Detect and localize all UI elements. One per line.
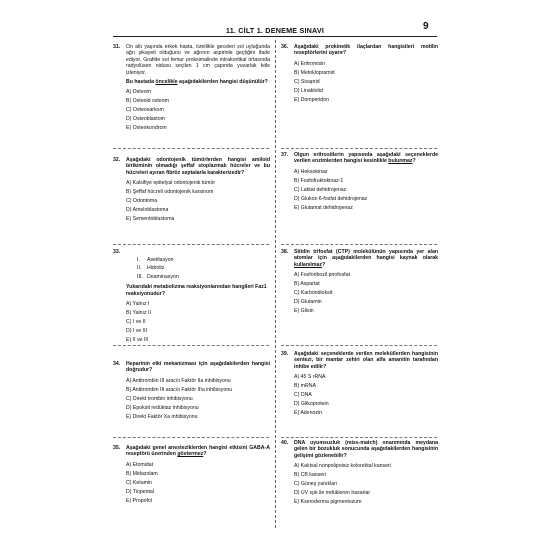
answer-option[interactable]: D) Tiopental — [126, 488, 154, 495]
question-separator — [281, 244, 437, 245]
question-prompt: Bu hastada öncelikle aşağıdakilerden hangisi düşünülür? — [126, 79, 268, 86]
question-33 — [113, 249, 270, 346]
answer-option[interactable]: B) Fosfofruktokinaz-1 — [294, 177, 344, 184]
roman-item: I. Asetilasyon — [137, 257, 174, 263]
question-stem: Aşağıdaki odontojenik tümörlerden hangisi amiloid birikiminin olmadığı şeffaf stoplazmalı hücreler ve bu hücreleri ayıran fibröz septalarla karakterizedir? — [126, 157, 270, 176]
answer-option[interactable]: D) Linaklotid — [294, 87, 323, 94]
question-number: 40. — [281, 440, 289, 446]
answer-option[interactable]: A) 45 S rRNA — [294, 374, 326, 381]
roman-item: II. Hidroliz — [137, 265, 165, 272]
answer-option[interactable]: D) UV ışık ile mdükleren hasarlar — [294, 490, 371, 497]
answer-option[interactable]: D) Glutamin — [294, 299, 322, 306]
question-38 — [281, 249, 438, 317]
answer-options — [126, 89, 270, 131]
answer-option[interactable]: A) Osteom — [126, 89, 151, 96]
answer-option[interactable]: B) Midazolam — [126, 470, 158, 477]
question-stem: Sitidin trifosfat (CTP) molekülünün yapısında yer alan atomlar için aşağıdakilerden hangisi kaynak olarak kullanılmaz? — [294, 249, 438, 268]
answer-options — [294, 61, 438, 103]
answer-option[interactable]: A) Eritromisin — [294, 60, 326, 67]
answer-option[interactable]: C) Ketamin — [126, 479, 152, 486]
answer-option[interactable]: E) Propofol — [126, 497, 152, 504]
question-32 — [113, 157, 270, 225]
answer-option[interactable]: B) Osteoid osteom — [126, 98, 169, 105]
question-stem: Olgun eritrositlerin yapısında aşağıdaki seçeneklerde verilen enzimlerden hangisi kesinlikle bulunmaz? — [294, 152, 438, 165]
answer-option[interactable]: A) Fosforibozil pirofosfat — [294, 272, 350, 279]
question-36 — [281, 44, 438, 106]
answer-option[interactable]: B) Aspartat — [294, 281, 320, 288]
question-stem: Aşağıdaki seçeneklerde verilen moleküllerden hangisinin sentezi, bir mantar zehiri olan alfa amanitin tarafından inhibe edilir? — [294, 351, 438, 370]
answer-options — [126, 301, 270, 343]
answer-option[interactable]: E) Domperidon — [294, 96, 329, 103]
question-stem: Aşağıdaki genel anesteziklerden hangisi etkisini GABA-A reseptörü üzerinden göstermez? — [126, 445, 270, 458]
question-number: 33. — [113, 249, 121, 255]
page-header-title: 11. CİLT 1. DENEME SINAVI — [225, 26, 325, 35]
answer-option[interactable]: B) mRNA — [294, 383, 316, 390]
answer-options — [294, 169, 438, 211]
answer-option[interactable]: C) Direkt trombin inhibisyonu — [126, 395, 193, 402]
answer-option[interactable]: D) Osteoblastom — [126, 116, 165, 123]
answer-option[interactable]: D) Epoksit redüktaz inhibisyonu — [126, 404, 199, 411]
answer-option[interactable]: A) Etomidat — [126, 461, 154, 468]
roman-list — [137, 257, 270, 280]
answer-option[interactable]: D) Glukoz-6-fosfat dehidrojenaz — [294, 195, 368, 202]
answer-option[interactable]: B) CB kanseri — [294, 472, 326, 479]
answer-option[interactable]: D) Ameloblastoma — [126, 207, 169, 214]
question-number: 36. — [281, 44, 289, 50]
header-rule — [113, 36, 437, 37]
question-stem: DNA uyumsuzluk (miss-match) onarımında meydana gelen bir bozukluk sonucunda aşağıdakilerden hangisinin gelişimi gözlenebilir? — [294, 440, 438, 459]
answer-option[interactable]: C) I ve II — [126, 319, 146, 326]
question-stem: Heparinin etki mekanizması için aşağıdakilerden hangisi doğrudur? — [126, 361, 270, 374]
question-separator — [281, 345, 437, 346]
answer-option[interactable]: B) Antitrombin III aracılı Faktör IIIa inhibisyonu — [126, 386, 233, 393]
answer-option[interactable]: E) II ve III — [126, 337, 149, 344]
answer-option[interactable]: A) Kalsifiye epitelyal odontojenik tümör — [126, 180, 216, 187]
question-number: 38. — [281, 249, 289, 255]
question-37 — [281, 152, 438, 214]
answer-option[interactable]: C) Karbondioksit — [294, 290, 333, 297]
question-separator — [281, 437, 437, 438]
question-34 — [113, 361, 270, 423]
answer-option[interactable]: E) Osteokondrom — [126, 125, 167, 132]
answer-option[interactable]: D) Glikoprotein — [294, 401, 329, 408]
answer-option[interactable]: A) Heksokinaz — [294, 168, 328, 175]
page-number: 9 — [423, 21, 429, 32]
answer-option[interactable]: C) Odontoma — [126, 198, 158, 205]
answer-options — [294, 272, 438, 314]
roman-item: III. Deaminasyon — [137, 273, 179, 280]
question-number: 35. — [113, 445, 121, 451]
question-stem: Aşağıdaki prokinetik ilaçlardan hangisileri motilin reseptörlerini uyarır? — [294, 44, 438, 57]
answer-options — [294, 463, 438, 505]
answer-option[interactable]: E) Glutamat dehidrojenaz — [294, 204, 353, 211]
answer-option[interactable]: C) Sisaprid — [294, 78, 320, 85]
question-39 — [281, 351, 438, 419]
answer-option[interactable]: E) Kseroderma pigmentozum — [294, 499, 362, 506]
question-separator — [113, 148, 269, 149]
answer-options — [294, 374, 438, 416]
question-stem: On altı yaşında erkek hasta, özellikle geceleri sol uyluğunda ağrı şikayeti olduğunu ve ağrının aspirinle geçtiğini ifade ediyor. Grafide sol femur proksimalinde intrakortikal ortasında radyolüsen nidusu seçilen 1 cm çapında yuvarlak kitle izleniyor. — [126, 44, 270, 76]
answer-option[interactable]: E) Direkt Faktör Xa inhibisyonu — [126, 413, 198, 420]
answer-options — [126, 462, 270, 504]
answer-option[interactable]: E) Sementoblastoma — [126, 216, 175, 223]
question-number: 37. — [281, 152, 289, 158]
answer-option[interactable]: C) DNA — [294, 392, 312, 399]
question-separator — [281, 148, 437, 149]
answer-option[interactable]: E) Glisin — [294, 308, 314, 315]
answer-option[interactable]: D) I ve III — [126, 328, 148, 335]
answer-option[interactable]: B) Yalnız II — [126, 310, 151, 317]
question-35 — [113, 445, 270, 507]
answer-option[interactable]: B) Metoklopramid — [294, 69, 335, 76]
answer-options — [126, 180, 270, 222]
question-number: 32. — [113, 157, 121, 163]
question-separator — [113, 244, 269, 245]
answer-option[interactable]: E) Adenozin — [294, 410, 322, 417]
column-divider — [275, 40, 276, 528]
answer-option[interactable]: C) Güneş yanıkları — [294, 481, 338, 488]
answer-option[interactable]: A) Kalıtsal nonpolipoisiz kolorektal kanseri — [294, 463, 391, 470]
question-number: 39. — [281, 351, 289, 357]
answer-option[interactable]: A) Yalnız I — [126, 301, 150, 308]
answer-options — [126, 378, 270, 420]
answer-option[interactable]: C) Osteosarkom — [126, 107, 164, 114]
question-number: 31. — [113, 44, 121, 50]
answer-option[interactable]: B) Şeffaf hücreli odontojenik karsinom — [126, 189, 214, 196]
question-separator — [113, 437, 269, 438]
answer-option[interactable]: C) Laktat dehidrojenaz — [294, 186, 347, 193]
question-31 — [113, 44, 270, 134]
question-number: 34. — [113, 361, 121, 367]
question-prompt: Yukarıdaki metabolizma reaksiyonlarından hangileri Faz1 reaksiyonudur? — [126, 284, 267, 297]
question-40 — [281, 440, 438, 508]
answer-option[interactable]: A) Antitrombin III aracılı Faktör IIa inhibisyonu — [126, 377, 231, 384]
